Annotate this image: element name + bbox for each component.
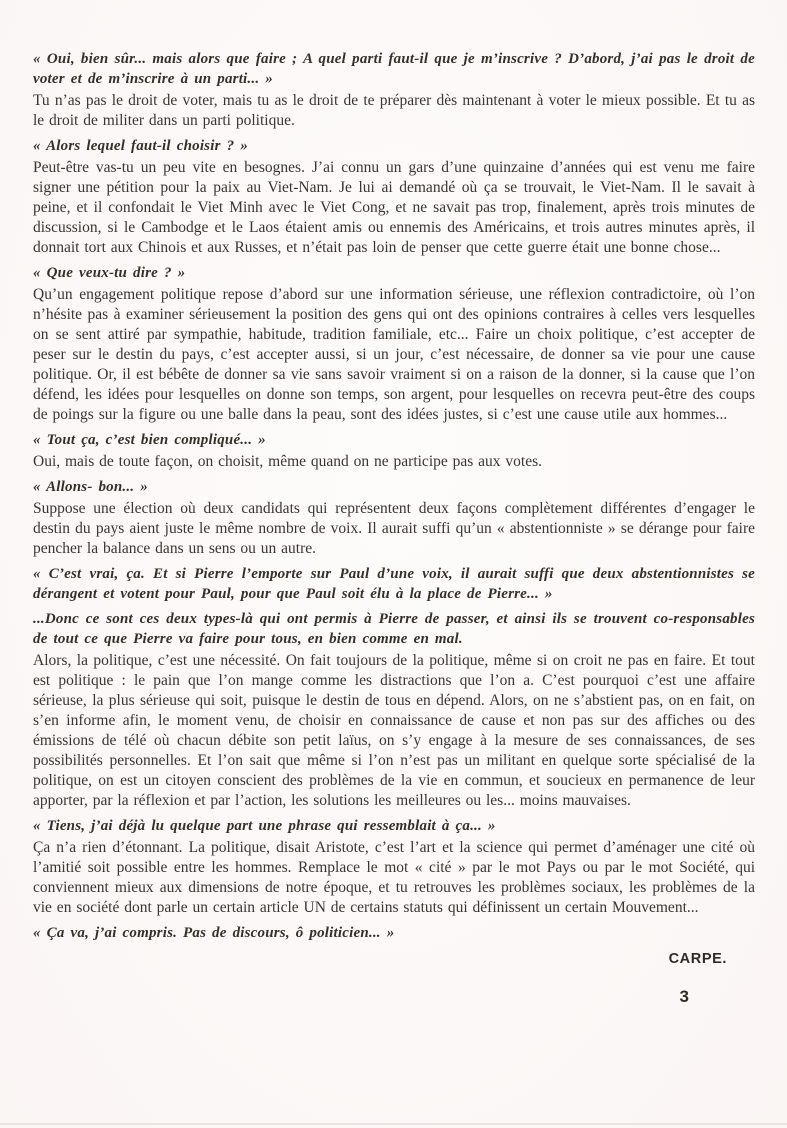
dialogue-paragraph: Tu n’as pas le droit de voter, mais tu as le droit de te préparer dès maintenant à voter le mieux possible. Et tu as le droit de militer dans un parti politique. bbox=[33, 92, 755, 129]
dialogue-question: « Oui, bien sûr... mais alors que faire ; A quel parti faut-il que je m’inscrive ? D’abord, j’ai pas le droit de voter et de m’inscrire à un parti... » bbox=[33, 51, 755, 87]
dialogue-question: « C’est vrai, ça. Et si Pierre l’emporte sur Paul d’une voix, il aurait suffi que deux abstentionnistes se dérangent et votent pour Paul, pour que Paul soit élu à la place de Pierre... » bbox=[33, 566, 755, 602]
dialogue-paragraph: Ça n’a rien d’étonnant. La politique, disait Aristote, c’est l’art et la science qui permet d’aménager une cité où l’amitié soit possible entre les hommes. Remplace le mot « cité » par le mot Pays ou par le mot Société, qui conviennent mieux aux dimensions de notre époque, et tu retrouves les problèmes sociaux, les problèmes de la vie en société dont parle un certain article UN de certains statuts qui définissent un certain Mouvement... bbox=[33, 839, 755, 916]
dialogue-question: « Que veux-tu dire ? » bbox=[33, 265, 186, 281]
dialogue-paragraph: Oui, mais de toute façon, on choisit, même quand on ne participe pas aux votes. bbox=[33, 453, 543, 470]
dialogue-question: « Ça va, j’ai compris. Pas de discours, ô politicien... » bbox=[33, 925, 395, 941]
dialogue-paragraph: Peut-être vas-tu un peu vite en besognes. J’ai connu un gars d’une quinzaine d’années qui est venu me faire signer une pétition pour la paix au Viet-Nam. Je lui ai demandé où ça se trouvait, le Viet-Nam. Il le savait à peine, et il confondait le Viet Minh avec le Viet Cong, et ne savait pas trop, finalement, après trois minutes de discussion, si le Cambodge et le Laos étaient amis ou ennemis des Américains, et trois autres minutes après, il donnait tort aux Chinois et aux Russes, et n’était pas loin de penser que cette guerre était une bonne chose... bbox=[33, 159, 755, 256]
dialogue-question-continuation: ...Donc ce sont ces deux types-là qui ont permis à Pierre de passer, et ainsi ils se trouvent co-responsables de tout ce que Pierre va faire pour tous, en bien comme en mal. bbox=[33, 611, 755, 647]
author-signature: CARPE. bbox=[668, 951, 727, 967]
dialogue-question: « Tout ça, c’est bien compliqué... » bbox=[33, 432, 266, 448]
dialogue-question: « Alors lequel faut-il choisir ? » bbox=[33, 138, 248, 154]
dialogue-paragraph: Alors, la politique, c’est une nécessité. On fait toujours de la politique, même si on croit ne pas en faire. Et tout est politique : le pain que l’on mange comme les distractions que l’on a. C’est pourquoi c’est une affaire sérieuse, la plus sérieuse qui soit, puisque le destin de tous en dépend. Alors, on ne s’abstient pas, on en fait, on s’en informe afin, le moment venu, de choisir en connaissance de cause et non pas sur des affiches ou des émissions de télé où chacun débite son petit laïus, on s’y engage à la mesure de ses connaissances, de ses possibilités personnelles. Et l’on sait que même si l’on n’est pas un militant en quelque sorte spécialisé de la politique, on est un citoyen conscient des problèmes de la vie en commun, et soucieux en permanence de leur apporter, par la réflexion et par l’action, les solutions les meilleures ou les... moins mauvaises. bbox=[33, 652, 755, 809]
dialogue-paragraph: Suppose une élection où deux candidats qui représentent deux façons complètement différentes d’engager le destin du pays aient juste le même nombre de voix. Il aurait suffi qu’un « abstentionniste » se dérange pour faire pencher la balance dans un sens ou un autre. bbox=[33, 500, 755, 557]
dialogue-question: « Allons- bon... » bbox=[33, 479, 148, 495]
dialogue-question: « Tiens, j’ai déjà lu quelque part une phrase qui ressemblait à ça... » bbox=[33, 818, 496, 834]
scan-edge-line bbox=[0, 1123, 787, 1125]
dialogue-paragraph: Qu’un engagement politique repose d’abord sur une information sérieuse, une réflexion contradictoire, où l’on n’hésite pas à examiner sérieusement la position des gens qui ont des opinions contraires à celles vers lesquelles on se sent attiré par sympathie, habitude, tradition familiale, etc... Faire un choix politique, c’est accepter de peser sur le destin du pays, c’est accepter aussi, si un jour, c’est nécessaire, de donner sa vie pour une cause politique. Or, il est bébête de donner sa vie sans savoir vraiment si on a raison de la donner, si la cause que l’on défend, les idées pour lesquelles on donne son temps, son argent, pour lesquelles on recevra peut-être des coups de poings sur la figure ou une balle dans la peau, sont des idées justes, si c’est une cause utile aux hommes... bbox=[33, 286, 755, 423]
page-number: 3 bbox=[679, 987, 689, 1006]
